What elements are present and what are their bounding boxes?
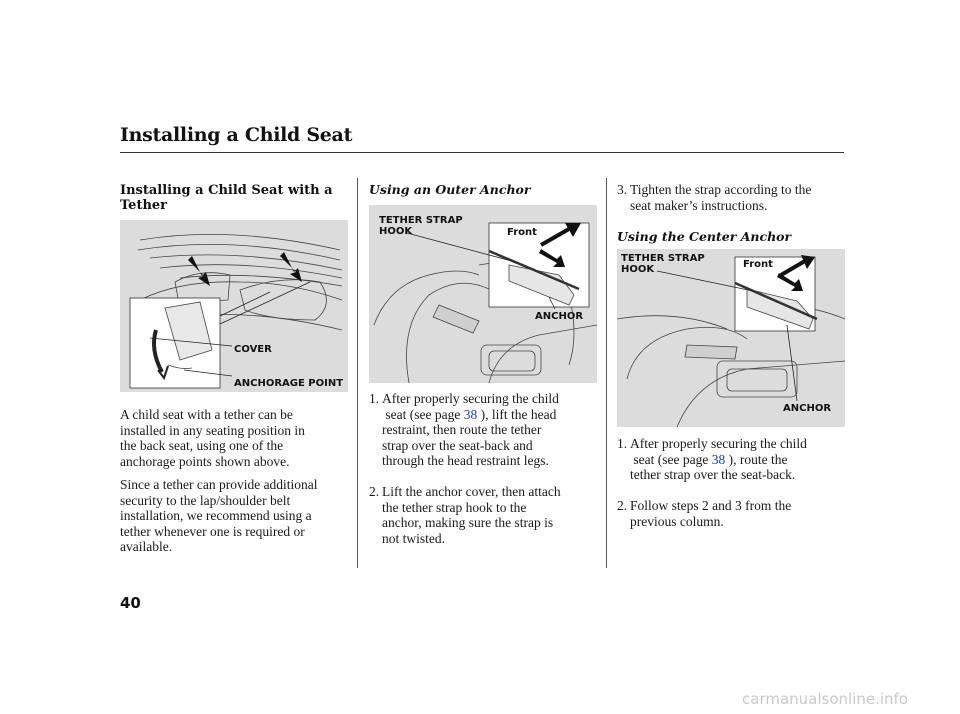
callout-cover: COVER (234, 344, 272, 355)
figure-center-anchor (617, 249, 845, 427)
callout-anchorage-point: ANCHORAGE POINT (234, 378, 344, 389)
column-divider-left (357, 178, 358, 568)
callout-tether-strap-hook: TETHER STRAP HOOK (379, 215, 463, 237)
page-title: Installing a Child Seat (120, 124, 353, 146)
title-divider (120, 152, 844, 153)
section-heading-tether: Installing a Child Seat with a Tether (120, 183, 333, 213)
center-anchor-illustration (617, 249, 845, 427)
page-link-38-center[interactable]: 38 (711, 451, 726, 467)
column-divider-right (606, 178, 607, 568)
callout-front-center: Front (743, 259, 773, 270)
callout-anchor-center: ANCHOR (783, 403, 832, 414)
page-link-38[interactable]: 38 (463, 406, 478, 422)
anchorage-illustration (120, 220, 348, 392)
paragraph-tether-intro: A child seat with a tether can be installed in any seating position in the back seat, using one of the anchorage points shown above. (120, 407, 305, 469)
figure-anchorage-points (120, 220, 348, 392)
figure-outer-anchor (369, 205, 597, 383)
page-number: 40 (120, 594, 141, 612)
watermark: carmanualsonline.info (742, 690, 908, 708)
callout-front: Front (507, 227, 537, 238)
callout-anchor: ANCHOR (535, 311, 584, 322)
section-heading-center-anchor: Using the Center Anchor (617, 229, 792, 244)
paragraph-tether-recommendation: Since a tether can provide additional security to the lap/shoulder belt installation, we recommend using a tether whenever one is required or available. (120, 477, 318, 554)
section-heading-outer-anchor: Using an Outer Anchor (369, 182, 531, 197)
callout-tether-strap-hook-center: TETHER STRAP HOOK (621, 253, 705, 275)
